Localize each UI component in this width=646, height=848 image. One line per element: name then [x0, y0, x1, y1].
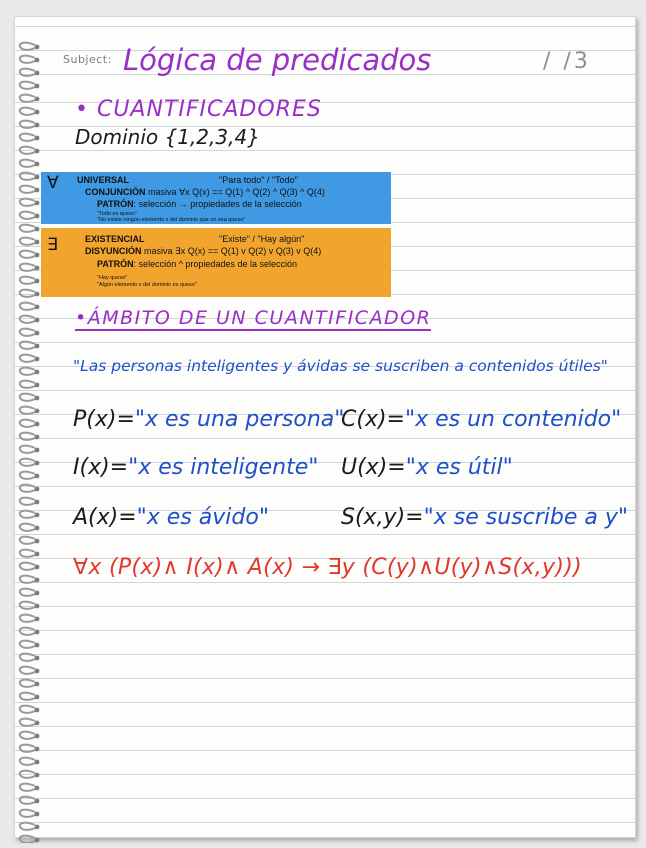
- spiral-ring: [20, 394, 40, 401]
- section-heading-scope: [75, 307, 431, 329]
- forall-symbol: ∀: [47, 173, 59, 192]
- spiral-ring: [20, 732, 40, 739]
- spiral-ring: [20, 472, 40, 479]
- page-number: / /3: [543, 49, 591, 74]
- spiral-ring: [20, 82, 40, 89]
- spiral-ring: [20, 121, 40, 128]
- existential-disjunction-line: [85, 246, 321, 257]
- spiral-ring: [20, 43, 40, 50]
- spiral-ring: [20, 563, 40, 570]
- spiral-ring: [20, 329, 40, 336]
- spiral-ring: [20, 602, 40, 609]
- universal-example-1: "Todo es queso": [97, 211, 137, 217]
- spiral-ring: [20, 212, 40, 219]
- spiral-ring: [20, 381, 40, 388]
- spiral-ring: [20, 147, 40, 154]
- existential-pattern-line: [97, 259, 297, 269]
- spiral-ring: [20, 537, 40, 544]
- spiral-ring: [20, 589, 40, 596]
- predicate-c: C(x)="x es un contenido": [341, 407, 622, 432]
- universal-alias: "Para todo" / "Todo": [219, 175, 298, 185]
- predicate-s: S(x,y)="x se suscribe a y": [341, 505, 628, 530]
- spiral-ring: [20, 784, 40, 791]
- existential-example-2: "Algún elemento x del dominio es queso": [97, 282, 197, 288]
- section-heading-quantifiers: • CUANTIFICADORES: [75, 97, 322, 122]
- existential-name: EXISTENCIAL: [85, 234, 145, 244]
- spiral-ring: [20, 173, 40, 180]
- disjunction-label: DISYUNCIÓN: [85, 246, 142, 256]
- existential-quantifier-box: [41, 228, 391, 297]
- spiral-ring: [20, 810, 40, 817]
- spiral-ring: [20, 69, 40, 76]
- spiral-ring: [20, 797, 40, 804]
- spiral-ring: [20, 745, 40, 752]
- spiral-ring: [20, 498, 40, 505]
- spiral-ring: [20, 446, 40, 453]
- spiral-ring: [20, 641, 40, 648]
- spiral-ring: [20, 290, 40, 297]
- spiral-ring: [20, 836, 40, 843]
- predicate-u: U(x)="x es útil": [341, 455, 513, 480]
- spiral-ring: [20, 264, 40, 271]
- spiral-ring: [20, 238, 40, 245]
- spiral-ring: [20, 56, 40, 63]
- spiral-ring: [20, 186, 40, 193]
- spiral-ring: [20, 303, 40, 310]
- universal-conjunction-line: [85, 187, 325, 198]
- spiral-ring: [20, 95, 40, 102]
- example-sentence: "Las personas inteligentes y ávidas se suscriben a contenidos útiles": [73, 357, 608, 375]
- conjunction-label: CONJUNCIÓN: [85, 187, 146, 197]
- domain-text: Dominio {1,2,3,4}: [75, 125, 260, 149]
- existential-alias: "Existe" / "Hay algún": [219, 234, 305, 244]
- pattern-label: PATRÓN: [97, 199, 134, 209]
- universal-pattern-line: [97, 199, 302, 209]
- heading-underline: [75, 329, 431, 331]
- spiral-ring: [20, 134, 40, 141]
- disjunction-formula: masiva ∃x Q(x) == Q(1) v Q(2) v Q(3) v Q(4): [141, 246, 322, 256]
- spiral-ring: [20, 251, 40, 258]
- final-formula: ∀x (P(x)∧ I(x)∧ A(x) → ∃y (C(y)∧U(y)∧S(x,y))): [73, 555, 582, 580]
- spiral-binding: [15, 37, 51, 843]
- spiral-ring: [20, 771, 40, 778]
- spiral-ring: [20, 615, 40, 622]
- predicate-a: A(x)="x es ávido": [73, 505, 269, 530]
- conjunction-formula: masiva ∀x Q(x) == Q(1) ^ Q(2) ^ Q(3) ^ Q(4): [145, 187, 325, 197]
- spiral-rings: [15, 37, 51, 843]
- spiral-ring: [20, 576, 40, 583]
- page-title: Lógica de predicados: [123, 43, 432, 77]
- spiral-ring: [20, 225, 40, 232]
- predicate-i: I(x)="x es inteligente": [73, 455, 319, 480]
- spiral-ring: [20, 355, 40, 362]
- spiral-ring: [20, 277, 40, 284]
- spiral-ring: [20, 316, 40, 323]
- spiral-ring: [20, 628, 40, 635]
- spiral-ring: [20, 108, 40, 115]
- pattern-text: : selección ^ propiedades de la selección: [133, 259, 297, 269]
- spiral-ring: [20, 511, 40, 518]
- spiral-ring: [20, 823, 40, 830]
- spiral-ring: [20, 550, 40, 557]
- predicate-p: P(x)="x es una persona": [73, 407, 345, 432]
- spiral-ring: [20, 199, 40, 206]
- universal-quantifier-box: [41, 172, 391, 224]
- exists-symbol: ∃: [47, 235, 58, 254]
- universal-example-2: "No existe ningún elemento x del dominio que no sea queso": [97, 217, 246, 223]
- spiral-ring: [20, 719, 40, 726]
- spiral-ring: [20, 758, 40, 765]
- spiral-ring: [20, 407, 40, 414]
- pattern-label: PATRÓN: [97, 259, 134, 269]
- scope-heading-text: •ÁMBITO DE UN CUANTIFICADOR: [75, 307, 432, 329]
- spiral-ring: [20, 368, 40, 375]
- spiral-ring: [20, 667, 40, 674]
- spiral-ring: [20, 420, 40, 427]
- spiral-ring: [20, 654, 40, 661]
- pattern-text: : selección → propiedades de la selección: [133, 199, 302, 209]
- spiral-ring: [20, 342, 40, 349]
- spiral-ring: [20, 524, 40, 531]
- spiral-ring: [20, 706, 40, 713]
- spiral-ring: [20, 160, 40, 167]
- spiral-ring: [20, 680, 40, 687]
- universal-name: UNIVERSAL: [77, 175, 130, 185]
- notebook-page: [14, 16, 636, 838]
- existential-example-1: "Hay queso": [97, 275, 128, 281]
- spiral-ring: [20, 433, 40, 440]
- spiral-ring: [20, 459, 40, 466]
- subject-label: Subject:: [63, 53, 112, 66]
- spiral-ring: [20, 485, 40, 492]
- spiral-ring: [20, 693, 40, 700]
